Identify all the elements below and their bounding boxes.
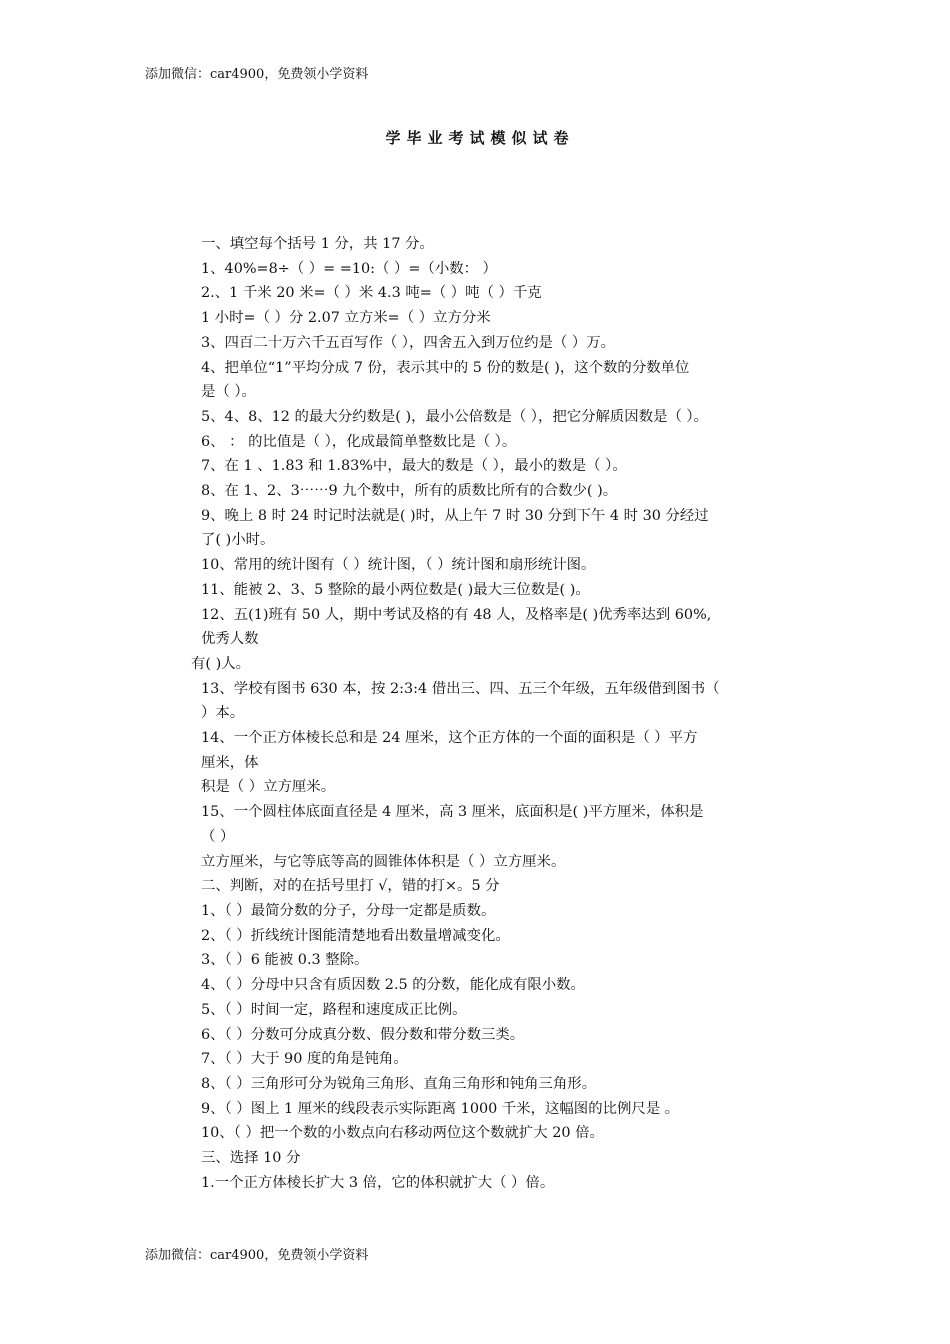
question-line: 9、晚上 8 时 24 时记时法就是( )时，从上午 7 时 30 分到下午 4 时 30 分经过 [201,507,709,524]
judgment-item: 8、（ ）三角形可分为锐角三角形、直角三角形和钝角三角形。 [201,1075,597,1092]
question-line: 1 小时=（ ）分 2.07 立方米=（ ）立方分米 [201,310,491,327]
question-line: 优秀人数 [201,631,259,648]
question-line: ）本。 [201,705,245,722]
judgment-item: 1、（ ）最简分数的分子，分母一定都是质数。 [201,902,496,919]
question-line: 12、五(1)班有 50 人，期中考试及格的有 48 人，及格率是( )优秀率达到 60%, [201,606,712,623]
question-line: （ ） [201,828,235,845]
question-line: 1、40%=8÷（ ）= =10:（ ）=（小数： ） [201,260,497,277]
section-1-heading: 一、填空每个括号 1 分，共 17 分。 [201,236,434,252]
judgment-item: 6、（ ）分数可分成真分数、假分数和带分数三类。 [201,1026,525,1043]
question-line: 14、一个正方体棱长总和是 24 厘米，这个正方体的一个面的面积是（ ）平方 [201,730,698,747]
question-line: 8、在 1、2、3⋯⋯9 九个数中，所有的质数比所有的合数少( )。 [201,483,618,500]
question-line: 2.、1 千米 20 米=（ ）米 4.3 吨=（ ）吨（ ）千克 [201,285,542,302]
footer-note: 添加微信：car4900，免费领小学资料 [145,1248,369,1263]
question-line: 7、在 1 、1.83 和 1.83%中，最大的数是（ ），最小的数是（ ）。 [201,458,627,475]
question-line: 厘米，体 [201,754,259,771]
question-line: 3、四百二十万六千五百写作（ ），四舍五入到万位约是（ ）万。 [201,334,616,351]
question-line: 13、学校有图书 630 本，按 2:3:4 借出三、四、五三个年级，五年级借到图书（ [201,680,720,697]
header-note: 添加微信：car4900，免费领小学资料 [145,67,369,82]
question-line: 10、常用的统计图有（ ）统计图，（ ）统计图和扇形统计图。 [201,557,596,574]
question-line: 4、把单位“1”平均分成 7 份，表示其中的 5 份的数是( )，这个数的分数单位 [201,359,690,376]
judgment-item: 2、（ ）折线统计图能清楚地看出数量增减变化。 [201,927,510,944]
question-line: 积是（ ）立方厘米。 [201,779,336,796]
question-line: 5、4、8、12 的最大分约数是( )，最小公倍数是（ ），把它分解质因数是（ ）。 [201,408,709,425]
question-line: 15、一个圆柱体底面直径是 4 厘米，高 3 厘米，底面积是( )平方厘米，体积是 [201,804,704,821]
question-line: 是（ ）。 [201,384,256,401]
question-line: 11、能被 2、3、5 整除的最小两位数是( )最大三位数是( )。 [201,581,590,598]
judgment-item: 5、（ ）时间一定，路程和速度成正比例。 [201,1001,467,1018]
judgment-item: 7、（ ）大于 90 度的角是钝角。 [201,1051,408,1068]
question-line: 6、 ： 的比值是（ ），化成最简单整数比是（ ）。 [201,433,517,450]
exam-content [191,232,753,1195]
judgment-item: 9、（ ）图上 1 厘米的线段表示实际距离 1000 千米，这幅图的比例尺是 。 [201,1100,680,1117]
question-line: 有( )人。 [191,655,250,672]
question-line: 立方厘米，与它等底等高的圆锥体体积是（ ）立方厘米。 [201,853,566,870]
judgment-item: 10、（ ）把一个数的小数点向右移动两位这个数就扩大 20 倍。 [201,1125,604,1142]
document-title: 学毕业考试模似试卷 [385,129,575,147]
section-2-heading: 二、判断，对的在括号里打 √，错的打×。5 分 [201,878,500,895]
judgment-item: 4、（ ）分母中只含有质因数 2.5 的分数，能化成有限小数。 [201,977,585,994]
question-line: 了( )小时。 [201,532,275,549]
judgment-item: 3、（ ）6 能被 0.3 整除。 [201,952,369,969]
section-3-heading: 三、选择 10 分 [201,1150,301,1167]
choice-item: 1.一个正方体棱长扩大 3 倍，它的体积就扩大（ ）倍。 [201,1174,555,1191]
